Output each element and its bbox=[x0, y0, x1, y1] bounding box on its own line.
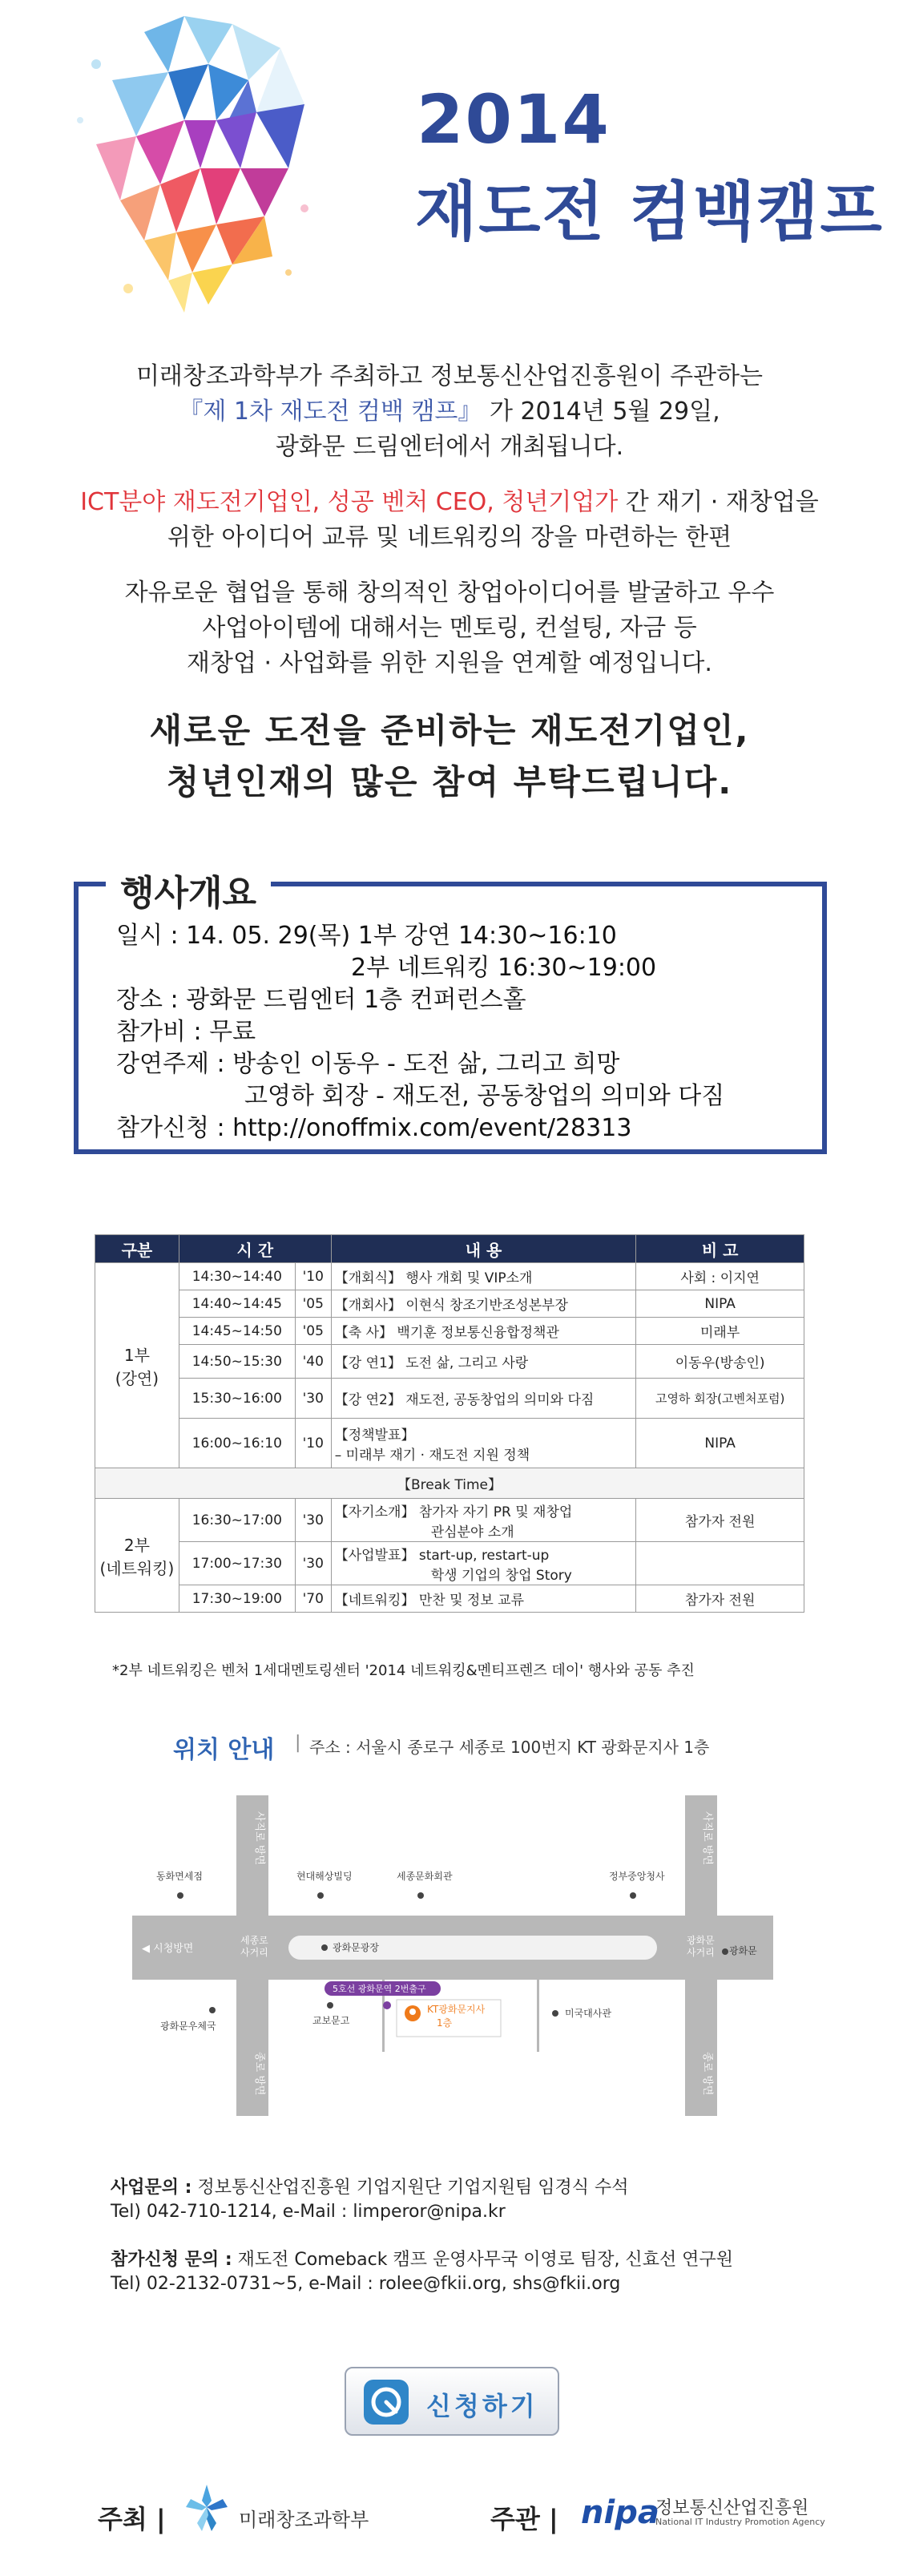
map-label-cityhall: ◀ 시청방면 bbox=[142, 1943, 194, 1955]
location-title: 위치 안내 bbox=[173, 1736, 275, 1764]
event-date-text: 가 2014년 5월 29일, bbox=[482, 398, 720, 426]
time-cell: 14:50~15:30 bbox=[179, 1345, 295, 1379]
break-row bbox=[95, 1468, 804, 1499]
part2-label: 2부 bbox=[123, 1535, 150, 1555]
event-name: 『제 1차 재도전 컴백 캠프』 bbox=[179, 398, 482, 426]
overview-topic-2: 고영하 회장 - 재도전, 공동창업의 의미와 다짐 bbox=[244, 1082, 725, 1110]
apply-button[interactable] bbox=[345, 2367, 559, 2436]
map-label-plaza: 광화문광장 bbox=[333, 1942, 379, 1953]
apply-contact bbox=[111, 2248, 733, 2296]
overview-title-wrap bbox=[106, 864, 271, 915]
minutes-cell: '10 bbox=[295, 1263, 331, 1290]
map-dot bbox=[177, 1892, 183, 1899]
time-cell: 14:40~14:45 bbox=[179, 1290, 295, 1318]
business-contact-line bbox=[111, 2176, 628, 2200]
part1-cell bbox=[95, 1263, 179, 1468]
map-dot bbox=[321, 1944, 328, 1951]
note-cell: 사회 : 이지연 bbox=[636, 1263, 804, 1290]
table-row bbox=[95, 1318, 804, 1345]
map-label-bottom-left-road: 종로 방면 bbox=[253, 2052, 265, 2096]
apply-contact-tel: Tel) 02-2132-0731~5, e-Mail : rolee@fkii.org, shs@fkii.org bbox=[111, 2274, 621, 2294]
part1-sublabel: (강연) bbox=[115, 1368, 159, 1388]
content-line: 학생 기업의 창업 Story bbox=[430, 1567, 572, 1584]
map-label-kt-floor: 1층 bbox=[437, 2017, 453, 2029]
content-cell bbox=[331, 1419, 636, 1468]
support-line-3: 재창업 · 사업화를 위한 지원을 연계할 예정입니다. bbox=[187, 649, 712, 677]
minutes-cell: '30 bbox=[295, 1379, 331, 1419]
content-line: – 미래부 재기 · 재도전 지원 정책 bbox=[334, 1447, 530, 1464]
map-label-kt: KT광화문지사 bbox=[427, 2004, 486, 2015]
map-label-sejong-cross-2: 사거리 bbox=[240, 1947, 268, 1958]
business-contact-text: 정보통신산업진흥원 기업지원단 기업지원팀 임경식 수석 bbox=[191, 2178, 629, 2198]
minutes-cell: '30 bbox=[295, 1542, 331, 1585]
time-cell: 17:30~19:00 bbox=[179, 1585, 295, 1613]
map-label-gwanghwamun-gate: 광화문 bbox=[729, 1945, 757, 1956]
pin-center bbox=[409, 2009, 416, 2015]
support-line-2: 사업아이템에 대해서는 멘토링, 컨설팅, 자금 등 bbox=[202, 614, 697, 642]
content-cell: 【개회사】 이현식 창조기반조성본부장 bbox=[331, 1290, 636, 1318]
headline-line-2: 청년인재의 많은 참여 부탁드립니다. bbox=[166, 762, 733, 801]
header-time: 시 간 bbox=[179, 1235, 331, 1263]
business-contact bbox=[111, 2176, 628, 2224]
headline-line-1: 새로운 도전을 준비하는 재도전기업인, bbox=[149, 711, 750, 750]
content-cell bbox=[331, 1499, 636, 1542]
time-cell: 16:00~16:10 bbox=[179, 1419, 295, 1468]
map-dot bbox=[327, 2002, 333, 2009]
target-line-2: 위한 아이디어 교류 및 네트워킹의 장을 마련하는 한편 bbox=[167, 523, 732, 551]
time-cell: 14:30~14:40 bbox=[179, 1263, 295, 1290]
map-dot bbox=[417, 1892, 424, 1899]
note-cell: 참가자 전원 bbox=[636, 1499, 804, 1542]
intro-line-1: 미래창조과학부가 주최하고 정보통신산업진흥원이 주관하는 bbox=[135, 362, 764, 390]
note-cell: 미래부 bbox=[636, 1318, 804, 1345]
header-title: 재도전 컴백캠프 bbox=[415, 175, 884, 249]
map-label-top-right-road: 사직로 방면 bbox=[701, 1811, 713, 1865]
time-cell: 14:45~14:50 bbox=[179, 1318, 295, 1345]
break-cell: 【Break Time】 bbox=[95, 1468, 804, 1499]
overview-topic: 강연주제 : 방송인 이동우 - 도전 삶, 그리고 희망 bbox=[116, 1050, 620, 1078]
nipa-logo: nipa bbox=[581, 2494, 659, 2531]
note-cell: NIPA bbox=[636, 1290, 804, 1318]
target-paragraph bbox=[0, 485, 899, 555]
content-cell: 【네트워킹】 만찬 및 정보 교류 bbox=[331, 1585, 636, 1613]
camp-logo-graphic bbox=[48, 0, 337, 321]
map-dot bbox=[630, 1892, 636, 1899]
business-contact-tel: Tel) 042-710-1214, e-Mail : limperor@nipa.kr bbox=[111, 2202, 506, 2222]
apply-contact-line bbox=[111, 2248, 733, 2272]
subway-dot bbox=[383, 2001, 391, 2009]
overview-fee: 참가비 : 무료 bbox=[116, 1018, 256, 1046]
headline bbox=[0, 705, 899, 808]
header-content: 내 용 bbox=[331, 1235, 636, 1263]
target-rest: 간 재기 · 재창업을 bbox=[618, 488, 819, 516]
side-street bbox=[537, 1980, 539, 2052]
location-address: 주소 : 서울시 종로구 세종로 100번지 KT 광화문지사 1층 bbox=[309, 1738, 710, 1757]
map-dot bbox=[209, 2007, 216, 2013]
table-row bbox=[95, 1542, 804, 1585]
map-label-hyundai: 현대해상빌딩 bbox=[296, 1871, 353, 1882]
apply-contact-label: 참가신청 문의 : bbox=[111, 2250, 232, 2270]
nipa-english-name: National IT Industry Promotion Agency bbox=[655, 2517, 825, 2527]
minutes-cell: '10 bbox=[295, 1419, 331, 1468]
note-cell bbox=[636, 1542, 804, 1585]
map-label-subway: 5호선 광화문역 2번출구 bbox=[333, 1984, 426, 1994]
overview-date-part2: 2부 네트워킹 16:30~19:00 bbox=[351, 954, 657, 982]
header-division: 구분 bbox=[95, 1235, 179, 1263]
ministry-logo-icon bbox=[184, 2483, 229, 2533]
content-cell: 【개회식】 행사 개회 및 VIP소개 bbox=[331, 1263, 636, 1290]
map-label-post-office: 광화문우체국 bbox=[160, 2021, 216, 2032]
content-cell: 【강 연1】 도전 삶, 그리고 사랑 bbox=[331, 1345, 636, 1379]
host-label: 주최 | bbox=[98, 2504, 166, 2534]
map-label-sejong-cross: 세종로 bbox=[240, 1935, 268, 1946]
table-row bbox=[95, 1585, 804, 1613]
location-separator: | bbox=[295, 1733, 301, 1753]
time-cell: 15:30~16:00 bbox=[179, 1379, 295, 1419]
map-label-gwanghwamun-cross: 광화문 bbox=[687, 1935, 715, 1946]
map-label-sejong: 세종문화회관 bbox=[397, 1871, 453, 1882]
map-dot bbox=[317, 1892, 324, 1899]
map-label-govt: 정부중앙청사 bbox=[609, 1871, 665, 1882]
table-row bbox=[95, 1499, 804, 1542]
table-row bbox=[95, 1345, 804, 1379]
target-highlight: ICT분야 재도전기업인, 성공 벤처 CEO, 청년기업가 bbox=[80, 488, 619, 516]
nipa-name: 정보통신산업진흥원 bbox=[655, 2498, 809, 2518]
apply-icon bbox=[364, 2380, 409, 2425]
minutes-cell: '40 bbox=[295, 1345, 331, 1379]
table-row bbox=[95, 1290, 804, 1318]
minutes-cell: '30 bbox=[295, 1499, 331, 1542]
overview-date: 일시 : 14. 05. 29(목) 1부 강연 14:30~16:10 bbox=[116, 922, 617, 950]
table-row bbox=[95, 1419, 804, 1468]
map-label-dongwha: 동화면세점 bbox=[156, 1871, 203, 1882]
support-paragraph bbox=[0, 575, 899, 681]
content-line: 【사업발표】 start-up, restart-up bbox=[334, 1547, 550, 1564]
map-dot bbox=[722, 1948, 728, 1955]
content-cell: 【강 연2】 재도전, 공동창업의 의미와 다짐 bbox=[331, 1379, 636, 1419]
note-cell: 참가자 전원 bbox=[636, 1585, 804, 1613]
support-line-1: 자유로운 협업을 통해 창의적인 창업아이디어를 발굴하고 우수 bbox=[124, 579, 775, 607]
map-dot bbox=[552, 2010, 558, 2017]
part2-cell bbox=[95, 1499, 179, 1613]
location-map bbox=[132, 1795, 773, 2116]
map-label-gwanghwamun-cross-2: 사거리 bbox=[687, 1947, 715, 1958]
header-year: 2014 bbox=[417, 80, 611, 159]
minutes-cell: '70 bbox=[295, 1585, 331, 1613]
note-cell: 고영하 회장(고벤처포럼) bbox=[636, 1379, 804, 1419]
time-cell: 17:00~17:30 bbox=[179, 1542, 295, 1585]
intro-line-2 bbox=[0, 394, 899, 430]
table-footnote: *2부 네트워킹은 벤처 1세대멘토링센터 '2014 네트워킹&멘티프렌즈 데이' 행사와 공동 추진 bbox=[112, 1662, 695, 1679]
content-line: 관심분야 소개 bbox=[430, 1524, 514, 1540]
content-cell bbox=[331, 1542, 636, 1585]
time-cell: 16:30~17:00 bbox=[179, 1499, 295, 1542]
overview-title: 행사개요 bbox=[120, 873, 257, 914]
overview-registration[interactable]: 참가신청 : http://onoffmix.com/event/28313 bbox=[116, 1114, 632, 1142]
schedule-table bbox=[95, 1234, 804, 1613]
map-label-kyobo: 교보문고 bbox=[312, 2015, 350, 2026]
content-cell: 【축 사】 백기훈 정보통신융합정책관 bbox=[331, 1318, 636, 1345]
part2-sublabel: (네트워킹) bbox=[99, 1558, 175, 1578]
apply-contact-text: 재도전 Comeback 캠프 운영사무국 이영로 팀장, 신효선 연구원 bbox=[232, 2250, 733, 2270]
table-row bbox=[95, 1263, 804, 1290]
header-note: 비 고 bbox=[636, 1235, 804, 1263]
map-label-embassy: 미국대사관 bbox=[565, 2008, 611, 2019]
map-label-top-left-road: 사직로 방면 bbox=[253, 1811, 265, 1865]
map-label-bottom-right-road: 종로 방면 bbox=[701, 2052, 713, 2096]
intro-line-3: 광화문 드림엔터에서 개최됩니다. bbox=[275, 433, 624, 461]
content-line: 【자기소개】 참가자 자기 PR 및 재창업 bbox=[334, 1504, 573, 1520]
note-cell: NIPA bbox=[636, 1419, 804, 1468]
table-header-row bbox=[95, 1235, 804, 1263]
part1-label: 1부 bbox=[123, 1345, 150, 1365]
intro-paragraph bbox=[0, 359, 899, 465]
business-contact-label: 사업문의 : bbox=[111, 2178, 192, 2198]
note-cell: 이동우(방송인) bbox=[636, 1345, 804, 1379]
apply-button-label: 신청하기 bbox=[426, 2391, 538, 2421]
content-line: 【정책발표】 bbox=[334, 1427, 415, 1443]
table-row bbox=[95, 1379, 804, 1419]
minutes-cell: '05 bbox=[295, 1290, 331, 1318]
minutes-cell: '05 bbox=[295, 1318, 331, 1345]
overview-venue: 장소 : 광화문 드림엔터 1층 컨퍼런스홀 bbox=[116, 986, 526, 1014]
host-name: 미래창조과학부 bbox=[239, 2509, 369, 2531]
target-line-1 bbox=[0, 485, 899, 520]
organizer-label: 주관 | bbox=[490, 2504, 558, 2534]
